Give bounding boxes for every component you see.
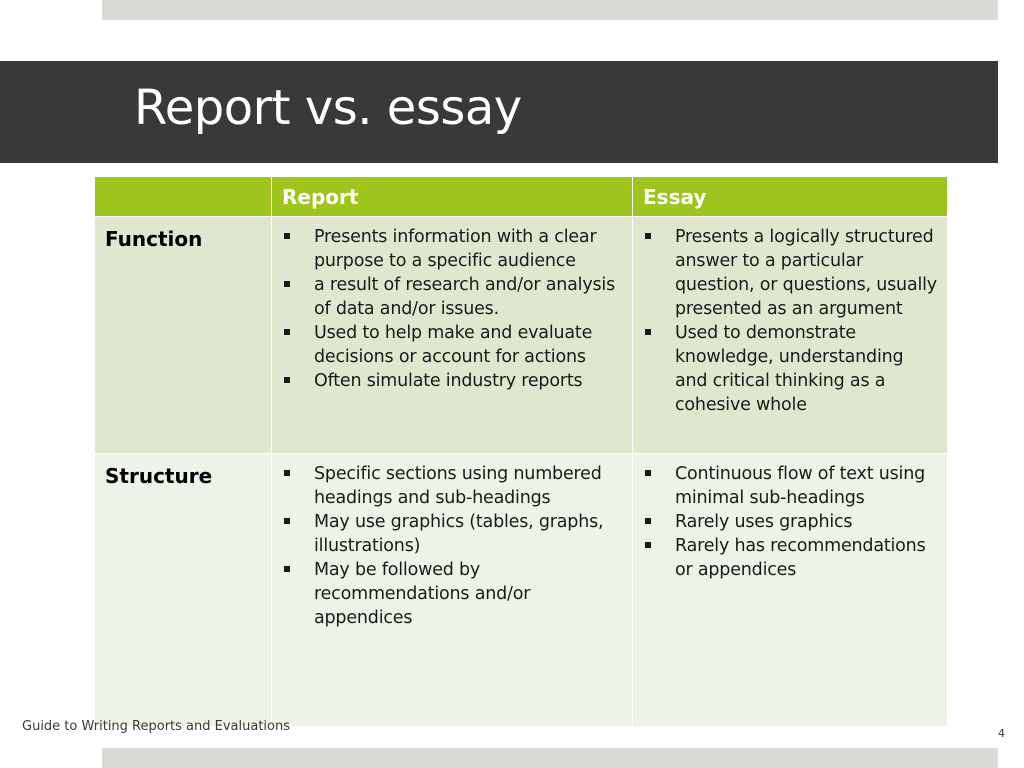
slide-title: Report vs. essay	[134, 80, 522, 136]
bottom-decorative-band	[102, 748, 998, 768]
header-empty-cell	[95, 177, 272, 217]
page-number: 4	[998, 727, 1005, 740]
list-item: Presents information with a clear purpose to a specific audience	[282, 225, 624, 273]
list-item: Often simulate industry reports	[282, 369, 624, 393]
footer-text: Guide to Writing Reports and Evaluations	[22, 719, 291, 734]
list-item: May be followed by recommendations and/or appendices	[282, 558, 624, 630]
bullet-square-icon	[645, 233, 651, 239]
bullet-square-icon	[284, 377, 290, 383]
list-item: Used to help make and evaluate decisions or account for actions	[282, 321, 624, 369]
row-label-function: Function	[95, 217, 272, 454]
bullet-square-icon	[645, 518, 651, 524]
bullet-square-icon	[645, 470, 651, 476]
function-essay-cell	[633, 217, 948, 454]
list-item: Continuous flow of text using minimal sub-headings	[643, 462, 939, 510]
list-item: Specific sections using numbered headings and sub-headings	[282, 462, 624, 510]
function-essay-list	[643, 225, 939, 417]
function-report-list	[282, 225, 624, 393]
list-item: May use graphics (tables, graphs, illustrations)	[282, 510, 624, 558]
list-item: Presents a logically structured answer to a particular question, or questions, usually presented as an argument	[643, 225, 939, 321]
bullet-square-icon	[284, 566, 290, 572]
list-item: Rarely uses graphics	[643, 510, 939, 534]
structure-report-list	[282, 462, 624, 630]
bullet-square-icon	[645, 329, 651, 335]
comparison-table	[94, 176, 948, 727]
top-decorative-band	[102, 0, 998, 20]
bullet-square-icon	[284, 233, 290, 239]
table-row-structure	[95, 454, 948, 727]
list-item: Rarely has recommendations or appendices	[643, 534, 939, 582]
table-row-function	[95, 217, 948, 454]
bullet-square-icon	[284, 329, 290, 335]
list-item: a result of research and/or analysis of data and/or issues.	[282, 273, 624, 321]
row-label-structure: Structure	[95, 454, 272, 727]
bullet-square-icon	[645, 542, 651, 548]
list-item: Used to demonstrate knowledge, understanding and critical thinking as a cohesive whole	[643, 321, 939, 417]
structure-report-cell	[272, 454, 633, 727]
bullet-square-icon	[284, 281, 290, 287]
bullet-square-icon	[284, 518, 290, 524]
structure-essay-cell	[633, 454, 948, 727]
bullet-square-icon	[284, 470, 290, 476]
table-header-row	[95, 177, 948, 217]
function-report-cell	[272, 217, 633, 454]
structure-essay-list	[643, 462, 939, 582]
header-essay: Essay	[633, 177, 948, 217]
header-report: Report	[272, 177, 633, 217]
